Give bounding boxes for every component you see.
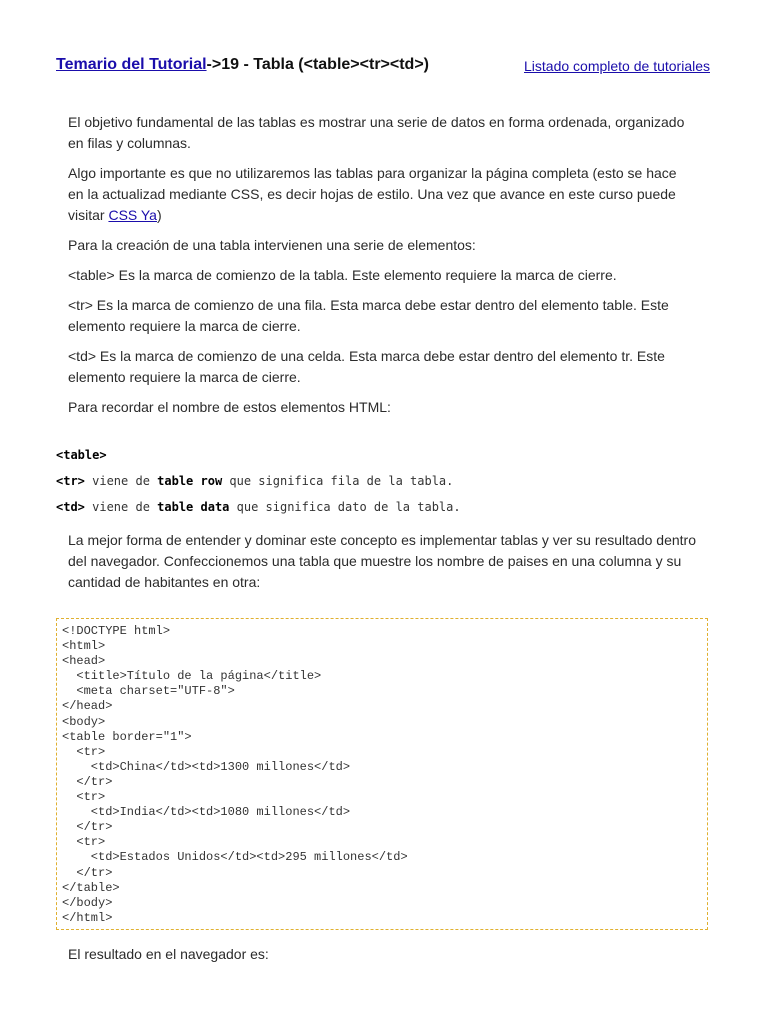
page-header [56,56,712,80]
paragraph-td: <td> Es la marca de comienzo de una celda. Esta marca debe estar dentro del elemento tr. Este elemento requiere la marca de cierre. [68,348,665,385]
mnemonic-tr: <tr> viene de table row que significa fila de la tabla. [56,474,454,488]
mnemonic-table: <table> [56,448,107,462]
lesson-title: ->19 - Tabla (<table><tr><td>) [206,56,429,73]
paragraph: El objetivo fundamental de las tablas es mostrar una serie de datos en forma ordenada, organizado en filas y columnas. [68,114,685,151]
intro-section [68,112,696,427]
paragraph: La mejor forma de entender y dominar este concepto es implementar tablas y ver su resultado dentro del navegador. Confeccionemos una tabla que muestre los nombre de paises en una columna y su cantidad de habitantes en otra: [68,532,696,590]
explanation-section [68,530,696,593]
paragraph-table: <table> Es la marca de comienzo de la tabla. Este elemento requiere la marca de cierre. [68,267,617,283]
page-title [56,56,429,74]
paragraph-css: Algo importante es que no utilizaremos las tablas para organizar la página completa (esto se hace en la actualizad mediante CSS, es decir hojas de estilo. Una vez que avance en este curso puede visitar CSS Ya) [68,165,677,223]
css-ya-link[interactable]: CSS Ya [108,207,157,223]
paragraph: Para la creación de una tabla intervienen una serie de elementos: [68,237,476,253]
code-example: <!DOCTYPE html> <html> <head> <title>Título de la página</title> <meta charset="UTF-8"> </head> <body> <table border="1"> <tr> <td>China</td><td>1300 millones</td> </tr> <tr> <td>India</td><td>1080 millones</td> </tr> <tr> <td>Estados Unidos</td><td>295 millones</td> </tr> </table> </body> </html> [56,618,708,930]
mnemonic-td: <td> viene de table data que significa dato de la tabla. [56,500,461,514]
paragraph: Para recordar el nombre de estos elementos HTML: [68,399,391,415]
mnemonic-list [56,446,716,524]
all-tutorials-link[interactable]: Listado completo de tutoriales [524,58,710,74]
paragraph-tr: <tr> Es la marca de comienzo de una fila. Esta marca debe estar dentro del elemento table. Este elemento requiere la marca de cierre. [68,297,669,334]
tutorial-index-link[interactable]: Temario del Tutorial [56,56,207,73]
result-label: El resultado en el navegador es: [68,946,269,962]
